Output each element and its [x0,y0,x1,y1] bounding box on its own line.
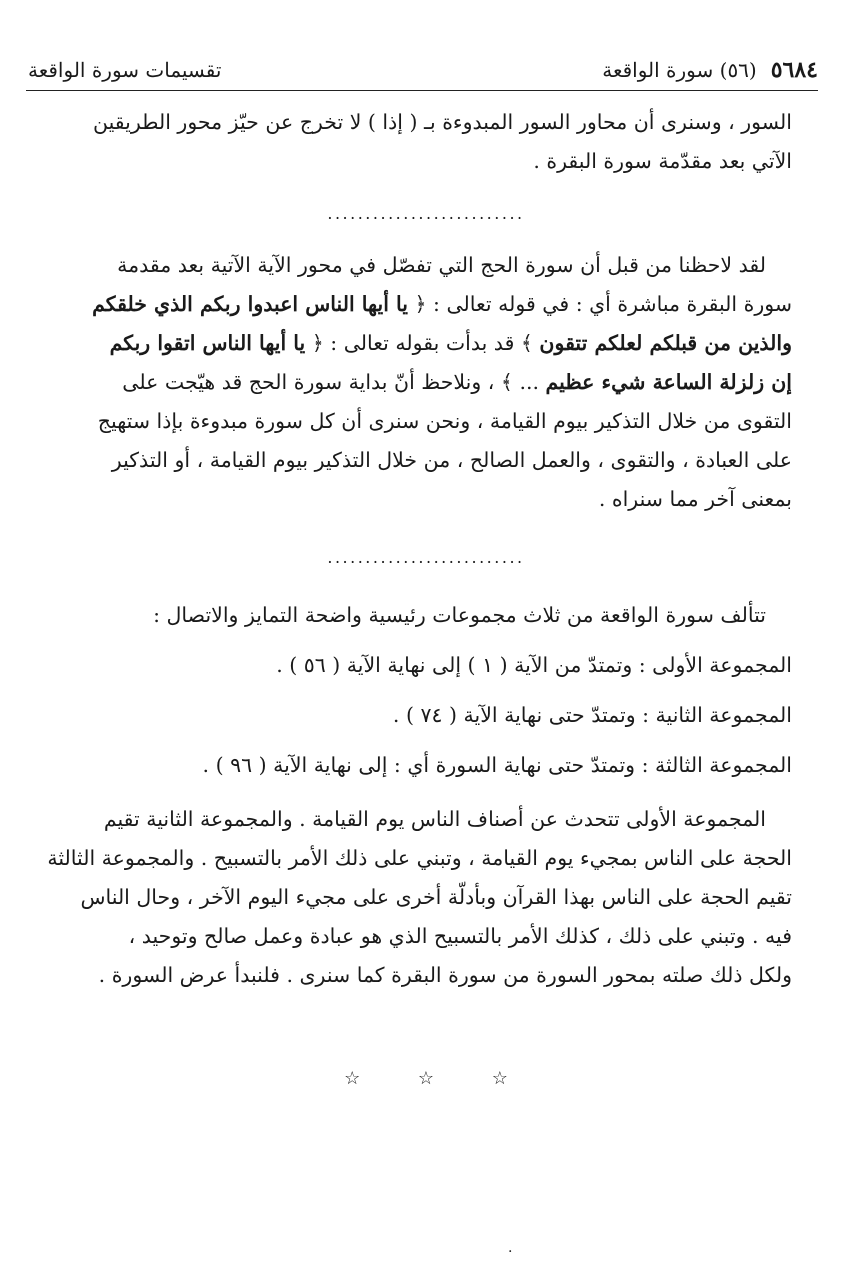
text-line [44,285,792,324]
group-item-2: المجموعة الثانية : وتمتدّ حتى نهاية الآية ( ٧٤ ) . [392,703,792,727]
dotted-separator: .......................... [327,548,525,567]
header-page-info [602,57,818,83]
quran-quote: يا أيها الناس اعبدوا ربكم الذي خلقكم [92,292,408,316]
text-line: ولكل ذلك صلته بمحور السورة من سورة البقرة كما سنرى . فلنبدأ عرض السورة . [98,963,792,987]
dotted-separator: .......................... [327,204,525,223]
quran-quote: يا أيها الناس اتقوا ربكم [109,331,306,355]
surah-reference: (٥٦) سورة الواقعة [602,58,757,82]
text-line: على العبادة ، والتقوى ، والعمل الصالح ، من خلال التذكير بيوم القيامة ، أو التذكير [111,448,792,472]
text-span: سورة البقرة مباشرة أي : في قوله تعالى : ﴿ [407,292,792,316]
text-line: المجموعة الأولى تتحدث عن أصناف الناس يوم القيامة . والمجموعة الثانية تقيم [103,807,766,831]
quran-quote: إن زلزلة الساعة شيء عظيم [545,370,792,394]
text-line: فيه . وتبني على ذلك ، كذلك الأمر بالتسبيح الذي هو عبادة وعمل صالح وتوحيد ، [128,924,792,948]
group-item-3: المجموعة الثالثة : وتمتدّ حتى نهاية السورة أي : إلى نهاية الآية ( ٩٦ ) . [202,753,792,777]
header-rule [26,90,818,91]
text-line [44,324,792,363]
quran-quote: والذين من قبلكم لعلكم تتقون [539,331,792,355]
text-line: الحجة على الناس بمجيء يوم القيامة ، وتبني على ذلك الأمر بالتسبيح . والمجموعة الثالثة [47,846,792,870]
text-line: بمعنى آخر مما سنراه . [598,487,792,511]
text-line: السور ، وسنرى أن محاور السور المبدوءة بـ ( إذا ) لا تخرج عن حيّز محور الطريقين [92,110,792,134]
text-line: لقد لاحظنا من قبل أن سورة الحج التي تفصّل في محور الآية الآتية بعد مقدمة [117,253,766,277]
text-span: ﴾ قد بدأت بقوله تعالى : ﴿ [305,331,540,355]
group-item-1: المجموعة الأولى : وتمتدّ من الآية ( ١ ) إلى نهاية الآية ( ٥٦ ) . [276,653,792,677]
text-line: الآتي بعد مقدّمة سورة البقرة . [533,149,792,173]
text-line: تقيم الحجة على الناس بهذا القرآن وبأدلّة أخرى على مجيء اليوم الآخر ، وحال الناس [80,885,792,909]
page-speck: . [508,1240,513,1256]
intro-paragraph [44,103,792,181]
page-header [28,52,818,88]
section-title: تقسيمات سورة الواقعة [28,58,222,82]
end-stars: ☆ ☆ ☆ [344,1068,534,1089]
text-line: التقوى من خلال التذكير بيوم القيامة ، ونحن سنرى أن كل سورة مبدوءة بإذا ستهيج [97,409,792,433]
groups-intro: تتألف سورة الواقعة من ثلاث مجموعات رئيسية واضحة التمايز والاتصال : [153,603,766,627]
text-span: ... ﴾ ، ونلاحظ أنّ بداية سورة الحج قد هيّجت على [122,370,546,394]
paragraph-hajj [44,246,792,519]
paragraph-summary [44,800,792,995]
page-number: ٥٦٨٤ [770,57,818,83]
text-line [44,363,792,402]
groups-list [44,590,792,790]
